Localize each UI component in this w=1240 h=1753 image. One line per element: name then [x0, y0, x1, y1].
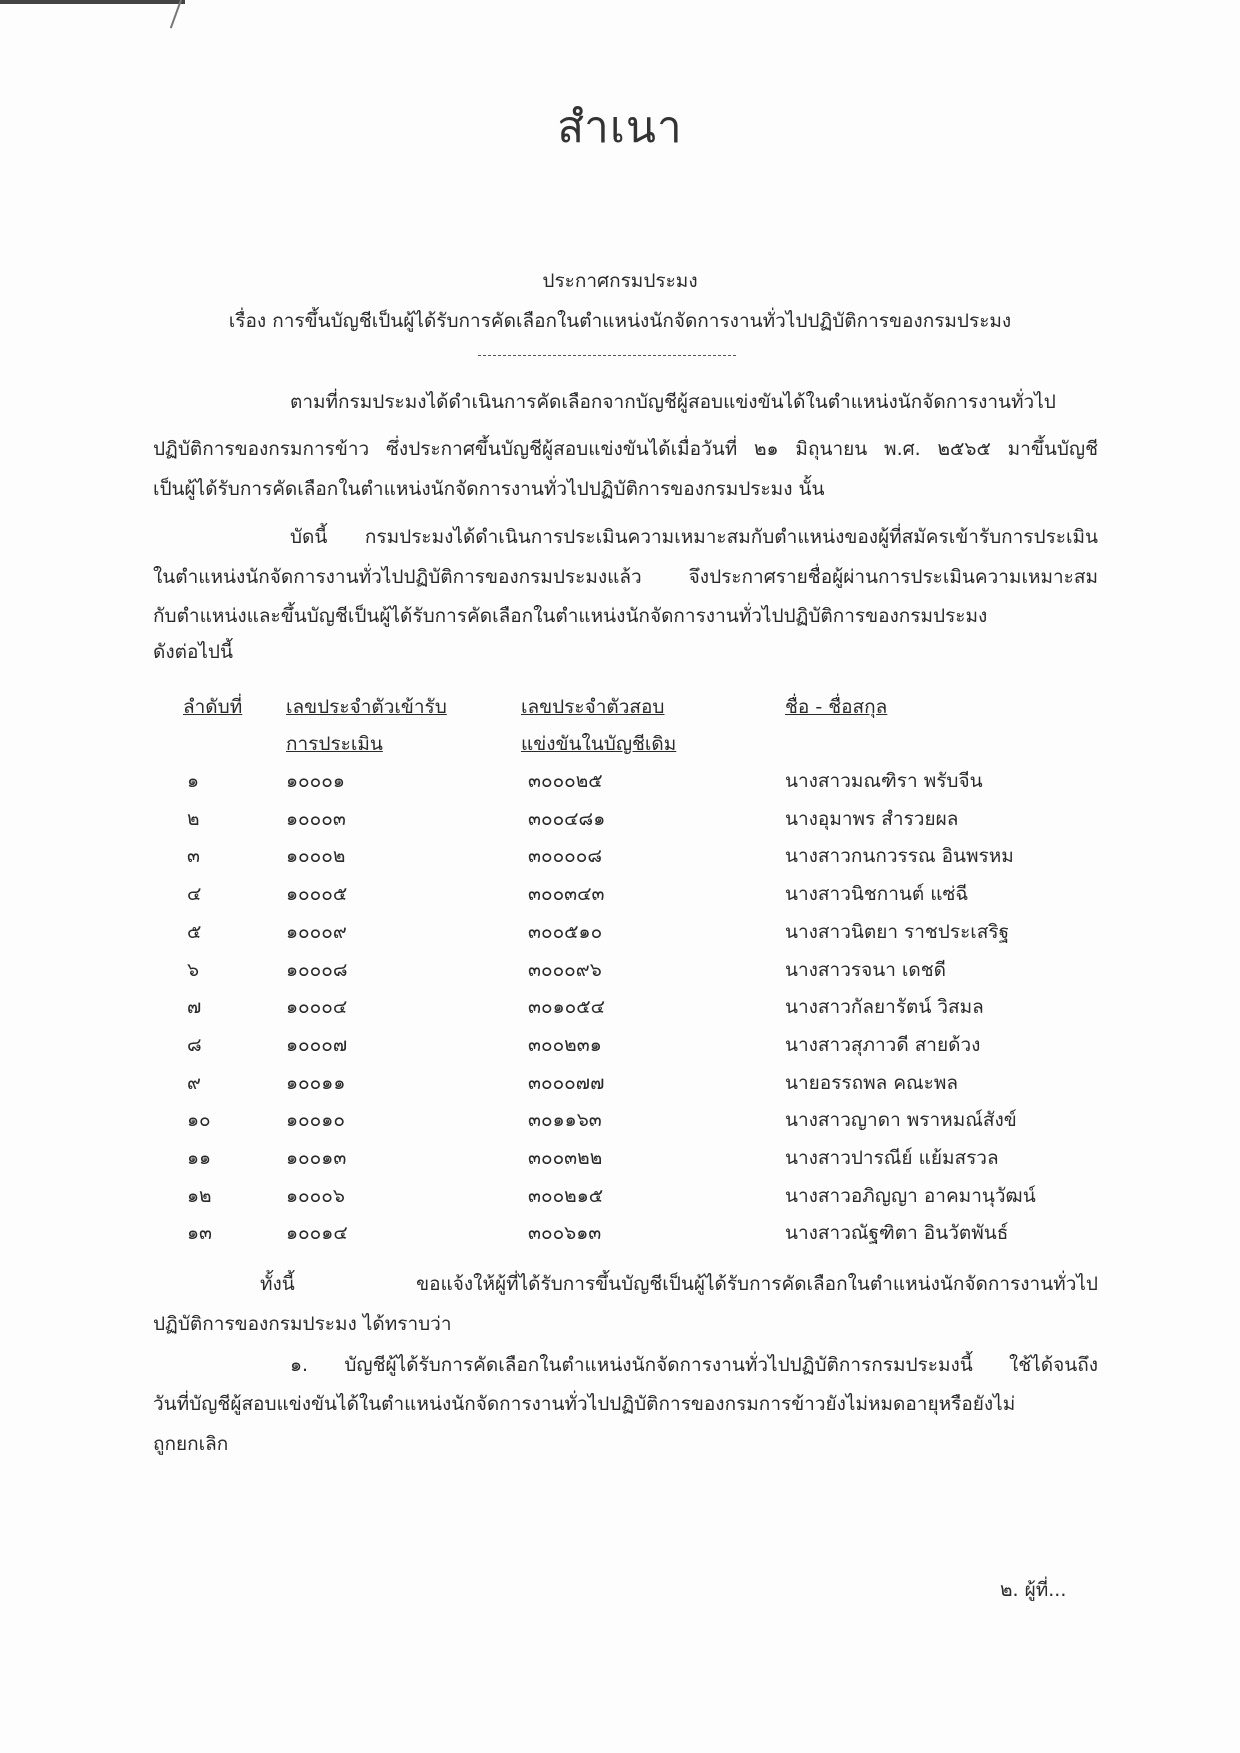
row-exam-id: ๓๐๐๐๒๕ [528, 770, 603, 792]
header-exam-id: เลขประจำตัวสอบ [521, 696, 665, 718]
scan-edge-mark [170, 0, 182, 29]
paragraph-line: กับตำแหน่งและขึ้นบัญชีเป็นผู้ได้รับการคัดเลือกในตำแหน่งนักจัดการงานทั่วไปปฏิบัติการของกรมประมง [153, 605, 988, 627]
row-order: ๗ [187, 996, 202, 1019]
paragraph-line: บัดนี้ กรมประมงได้ดำเนินการประเมินความเหมาะสมกับตำแหน่งของผู้ที่สมัครเข้ารับการประเมิน [290, 526, 1098, 548]
row-eval-id: ๑๐๐๐๘ [286, 958, 348, 981]
row-name: นางสาวรจนา เดชดี [785, 958, 946, 981]
row-name: นางสาวมณฑิรา พรับจีน [785, 770, 983, 792]
paragraph-line: ทั้งนี้ ขอแจ้งให้ผู้ที่ได้รับการขึ้นบัญชีเป็นผู้ได้รับการคัดเลือกในตำแหน่งนักจัดการงานทั่วไป [260, 1273, 1098, 1295]
row-order: ๑๓ [187, 1222, 213, 1245]
row-order: ๑๐ [187, 1109, 211, 1132]
scan-edge-mark [0, 0, 185, 4]
row-order: ๑ [187, 770, 200, 792]
header-eval-id: เลขประจำตัวเข้ารับ [286, 696, 447, 718]
paragraph-line: ปฏิบัติการของกรมประมง ได้ทราบว่า [153, 1313, 452, 1335]
announcement-subject: เรื่อง การขึ้นบัญชีเป็นผู้ได้รับการคัดเลือกในตำแหน่งนักจัดการงานทั่วไปปฏิบัติการของกรมประมง [228, 310, 1012, 332]
row-order: ๑๑ [187, 1147, 212, 1169]
row-name: นางสาวกนกวรรณ อินพรหม [785, 845, 1014, 868]
row-eval-id: ๑๐๐๐๕ [286, 883, 348, 906]
row-name: นางสาวปารณีย์ แย้มสรวล [785, 1147, 999, 1169]
row-name: นางอุมาพร สำรวยผล [785, 807, 959, 830]
continuation-marker: ๒. ผู้ที่... [1000, 1579, 1067, 1601]
row-order: ๒ [187, 807, 200, 830]
row-eval-id: ๑๐๐๐๙ [286, 920, 347, 943]
header-name: ชื่อ - ชื่อสกุล [785, 696, 888, 718]
row-name: นางสาวณัฐฑิตา อินวัตพันธ์ [785, 1222, 1009, 1245]
row-eval-id: ๑๐๐๐๔ [286, 996, 348, 1019]
paragraph-line: ปฏิบัติการของกรมการข้าว ซึ่งประกาศขึ้นบัญชีผู้สอบแข่งขันได้เมื่อวันที่ ๒๑ มิถุนายน พ.ศ. ๒๕๖๕ มาขึ้นบัญชี [153, 438, 1098, 460]
row-name: นางสาวกัลยารัตน์ วิสมล [785, 996, 984, 1019]
row-name: นางสาวนิชกานต์ แซ่ฉี [785, 883, 969, 906]
row-name: นางสาวสุภาวดี สายด้วง [785, 1033, 981, 1056]
row-order: ๓ [187, 845, 200, 868]
row-order: ๔ [187, 883, 202, 906]
row-exam-id: ๓๐๐๐๐๘ [528, 845, 603, 868]
row-exam-id: ๓๐๐๒๑๕ [528, 1184, 604, 1207]
row-exam-id: ๓๐๐๓๒๒ [528, 1147, 603, 1169]
row-eval-id: ๑๐๐๐๒ [286, 845, 346, 868]
paragraph-line: ดังต่อไปนี้ [153, 641, 233, 663]
paragraph-line: วันที่บัญชีผู้สอบแข่งขันได้ในตำแหน่งนักจัดการงานทั่วไปปฏิบัติการของกรมการข้าวยังไม่หมดอายุหรือยังไม่ [153, 1393, 1016, 1415]
row-order: ๙ [187, 1071, 201, 1094]
row-order: ๘ [187, 1033, 202, 1056]
row-exam-id: ๓๐๐๐๙๖ [528, 958, 602, 981]
paragraph-line: ๑. บัญชีผู้ได้รับการคัดเลือกในตำแหน่งนักจัดการงานทั่วไปปฏิบัติการกรมประมงนี้ ใช้ได้จนถึง [290, 1354, 1098, 1376]
row-name: นางสาวอภิญญา อาคมานุวัฒน์ [785, 1184, 1036, 1207]
paragraph-line: เป็นผู้ได้รับการคัดเลือกในตำแหน่งนักจัดการงานทั่วไปปฏิบัติการของกรมประมง นั้น [153, 478, 825, 500]
paragraph-line: ตามที่กรมประมงได้ดำเนินการคัดเลือกจากบัญชีผู้สอบแข่งขันได้ในตำแหน่งนักจัดการงานทั่วไป [290, 391, 1056, 413]
copy-stamp: สำเนา [557, 102, 683, 153]
paragraph-line: ในตำแหน่งนักจัดการงานทั่วไปปฏิบัติการของกรมประมงแล้ว จึงประกาศรายชื่อผู้ผ่านการประเมินความเหมาะสม [153, 566, 1098, 588]
row-exam-id: ๓๐๐๒๓๑ [528, 1033, 602, 1056]
header-exam-id-2: แข่งขันในบัญชีเดิม [521, 733, 677, 755]
row-eval-id: ๑๐๐๑๑ [286, 1071, 346, 1094]
row-exam-id: ๓๐๐๕๑๐ [528, 920, 603, 943]
row-order: ๖ [187, 958, 200, 981]
header-order: ลำดับที่ [183, 696, 243, 718]
row-name: นางสาวญาดา พราหมณ์สังข์ [785, 1109, 1017, 1132]
row-eval-id: ๑๐๐๐๓ [286, 807, 346, 830]
row-order: ๑๒ [187, 1184, 212, 1207]
paragraph-line: ถูกยกเลิก [153, 1433, 229, 1455]
row-exam-id: ๓๐๐๔๘๑ [528, 807, 606, 830]
row-eval-id: ๑๐๐๑๓ [286, 1147, 347, 1169]
divider [478, 355, 736, 356]
row-eval-id: ๑๐๐๑๐ [286, 1109, 345, 1132]
row-exam-id: ๓๐๐๓๔๓ [528, 883, 605, 906]
row-exam-id: ๓๐๐๖๑๓ [528, 1222, 602, 1245]
row-exam-id: ๓๐๑๑๖๓ [528, 1109, 602, 1132]
row-eval-id: ๑๐๐๑๔ [286, 1222, 348, 1245]
row-eval-id: ๑๐๐๐๑ [286, 770, 345, 792]
row-exam-id: ๓๐๑๐๕๔ [528, 996, 606, 1019]
row-eval-id: ๑๐๐๐๗ [286, 1033, 348, 1056]
row-name: นายอรรถพล คณะพล [785, 1071, 959, 1094]
header-eval-id-2: การประเมิน [286, 733, 383, 755]
row-eval-id: ๑๐๐๐๖ [286, 1184, 345, 1207]
row-name: นางสาวนิตยา ราชประเสริฐ [785, 920, 1010, 943]
row-order: ๕ [187, 920, 202, 943]
announcement-org: ประกาศกรมประมง [542, 270, 698, 292]
row-exam-id: ๓๐๐๐๗๗ [528, 1071, 605, 1094]
